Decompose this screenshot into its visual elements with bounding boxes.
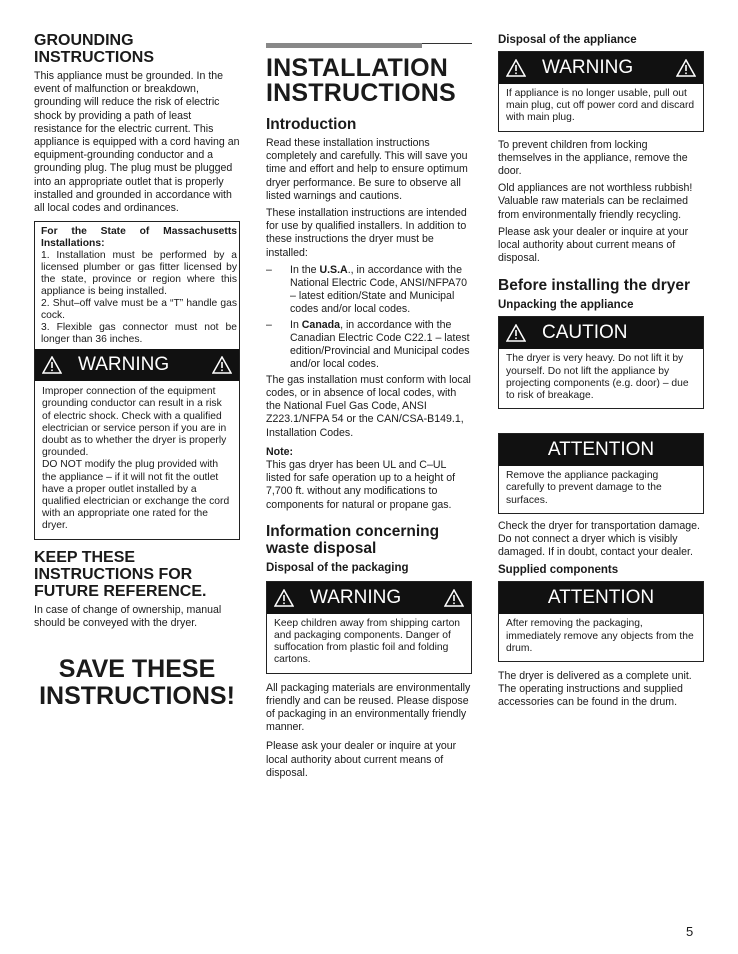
keep-text: In case of change of ownership, manual should be conveyed with the dryer. — [34, 603, 222, 629]
before-install-title: Before installing the dryer — [498, 277, 691, 295]
warning-text: DO NOT modify the plug provided with the appliance – if it will not fit the outlet have a proper outlet installed by a qualified electrician or exchange the cord with an appropriate one rated for the dryer. — [42, 459, 230, 532]
page-number: 5 — [686, 924, 694, 939]
code-list — [266, 264, 472, 371]
list-item: – In Canada, in accordance with the Canadian Electric Code C22.1 – latest edition/Provincial and Municipal codes and/or local codes. — [266, 318, 470, 370]
delivered-text: The dryer is delivered as a complete unit. The operating instructions and supplied accessories can be found in the drum. — [498, 670, 692, 709]
warning-label: WARNING — [78, 354, 170, 376]
intro-p2: These installation instructions are intended for use by qualified installers. In addition to these instructions the dryer must be installed: — [266, 207, 467, 259]
attention-text: Remove the appliance packaging carefully to prevent damage to the surfaces. — [506, 470, 662, 506]
intro-title: Introduction — [266, 116, 357, 133]
warning-bar — [267, 582, 471, 614]
appliance-p1: To prevent children from locking themselves in the appliance, remove the door. — [498, 138, 688, 178]
appliance-p3: Please ask your dealer or inquire at your local authority about current means of disposal. — [498, 225, 689, 265]
grounding-text: This appliance must be grounded. In the event of malfunction or breakdown, grounding will reduce the risk of electric shock by providing a path of least resistance for the electric current. This appliance is equipped with a cord having an equipment-grounding conductor and a grounding plug. The plug must be plugged into an appropriate outlet that is properly installed and grounded in accordance with all local codes and ordinances. — [34, 70, 240, 215]
caution-box — [498, 316, 704, 409]
packaging-title: Disposal of the packaging — [266, 561, 409, 574]
middle-column — [266, 0, 472, 780]
gas-text: The gas installation must conform with local codes, or in absence of local codes, with the National Fuel Gas Code, ANSI Z223.1/NFPA 54 or the CAN/CSA-B149.1, Installation Codes. — [266, 373, 471, 439]
grounding-title: GROUNDING INSTRUCTIONS — [34, 32, 154, 66]
caution-label: CAUTION — [542, 322, 628, 344]
left-column — [34, 0, 240, 710]
warning-triangle-icon — [212, 356, 232, 374]
packaging-p1: All packaging materials are environmentally friendly and can be reused. Please dispose of packaging in an environmentally friendly manner. — [266, 681, 471, 734]
attention-label: ATTENTION — [547, 439, 655, 461]
warning-box — [498, 51, 704, 132]
caution-text: The dryer is very heavy. Do not lift it by yourself. Do not lift the appliance by projecting components (e.g. door) – due to risk of breakage. — [506, 353, 689, 402]
intro-p1: Read these installation instructions completely and carefully. This will save you time and effort and help to ensure optimum dryer performance. Be sure to observe all listed warnings and cautions. — [266, 137, 468, 202]
attention-box — [498, 433, 704, 514]
appliance-p2: Old appliances are not worthless rubbish! Valuable raw materials can be reclaimed from environmentally friendly recycling. — [498, 182, 693, 221]
supplied-title: Supplied components — [498, 564, 619, 577]
massachusetts-box — [34, 221, 240, 539]
massachusetts-item: 2. Shut–off valve must be a “T” handle gas cock. — [41, 298, 237, 322]
massachusetts-item: 1. Installation must be performed by a licensed plumber or gas fitter licensed by the state, province or region where this appliance is being installed. — [41, 250, 237, 298]
main-title: INSTALLATION INSTRUCTIONS — [266, 54, 456, 107]
warning-triangle-icon — [42, 356, 62, 374]
title-rule — [266, 43, 472, 50]
attention-label: ATTENTION — [547, 587, 655, 609]
appliance-disposal-title: Disposal of the appliance — [498, 34, 637, 46]
warning-triangle-icon — [506, 324, 526, 342]
packaging-p2: Please ask your dealer or inquire at your local authority about current means of disposal. — [266, 740, 457, 779]
keep-title: KEEP THESE INSTRUCTIONS FOR FUTURE REFERENCE. — [34, 548, 207, 600]
warning-triangle-icon — [274, 589, 294, 607]
warning-text: Improper connection of the equipment grounding conductor can result in a risk of electric shock. Check with a qualified electrician or service person if you are in doubt as to whether the dryer is properly grounded. — [42, 386, 227, 459]
massachusetts-title: For the State of Massachusetts Installations: — [41, 226, 237, 250]
warning-triangle-icon — [444, 589, 464, 607]
warning-box — [266, 581, 472, 674]
waste-title: Information concerning waste disposal — [266, 522, 440, 557]
attention-text: After removing the packaging, immediately remove any objects from the drum. — [506, 618, 694, 654]
warning-triangle-icon — [506, 59, 526, 77]
unpacking-title: Unpacking the appliance — [498, 299, 634, 312]
warning-triangle-icon — [676, 59, 696, 77]
massachusetts-item: 3. Flexible gas connector must not be longer than 36 inches. — [41, 322, 237, 346]
warning-label: WARNING — [310, 586, 402, 608]
warning-bar — [499, 52, 703, 84]
caution-bar — [499, 317, 703, 349]
warning-label: WARNING — [542, 57, 634, 78]
right-column — [498, 0, 704, 710]
attention-bar — [499, 582, 703, 614]
warning-text: Keep children away from shipping carton and packaging components. Danger of suffocation from plastic foil and folding cartons. — [274, 617, 461, 666]
warning-text: If appliance is no longer usable, pull out main plug, cut off power cord and discard with main plug. — [506, 88, 695, 124]
warning-bar — [35, 349, 239, 381]
attention-box — [498, 581, 704, 662]
attention-bar — [499, 434, 703, 466]
check-text: Check the dryer for transportation damage. Do not connect a dryer which is visibly damaged. If in doubt, contact your dealer. — [498, 519, 700, 559]
list-item: – In the U.S.A., in accordance with the National Electric Code, ANSI/NFPA70 – latest edition/State and Municipal codes and/or local codes. — [266, 263, 468, 315]
save-title: SAVE THESE INSTRUCTIONS! — [39, 655, 235, 711]
note-label: Note: — [266, 445, 294, 458]
note-text: This gas dryer has been UL and C–UL listed for safe operation up to a height of 7,700 ft. without any modifications to components for natural or propane gas. — [266, 459, 456, 511]
